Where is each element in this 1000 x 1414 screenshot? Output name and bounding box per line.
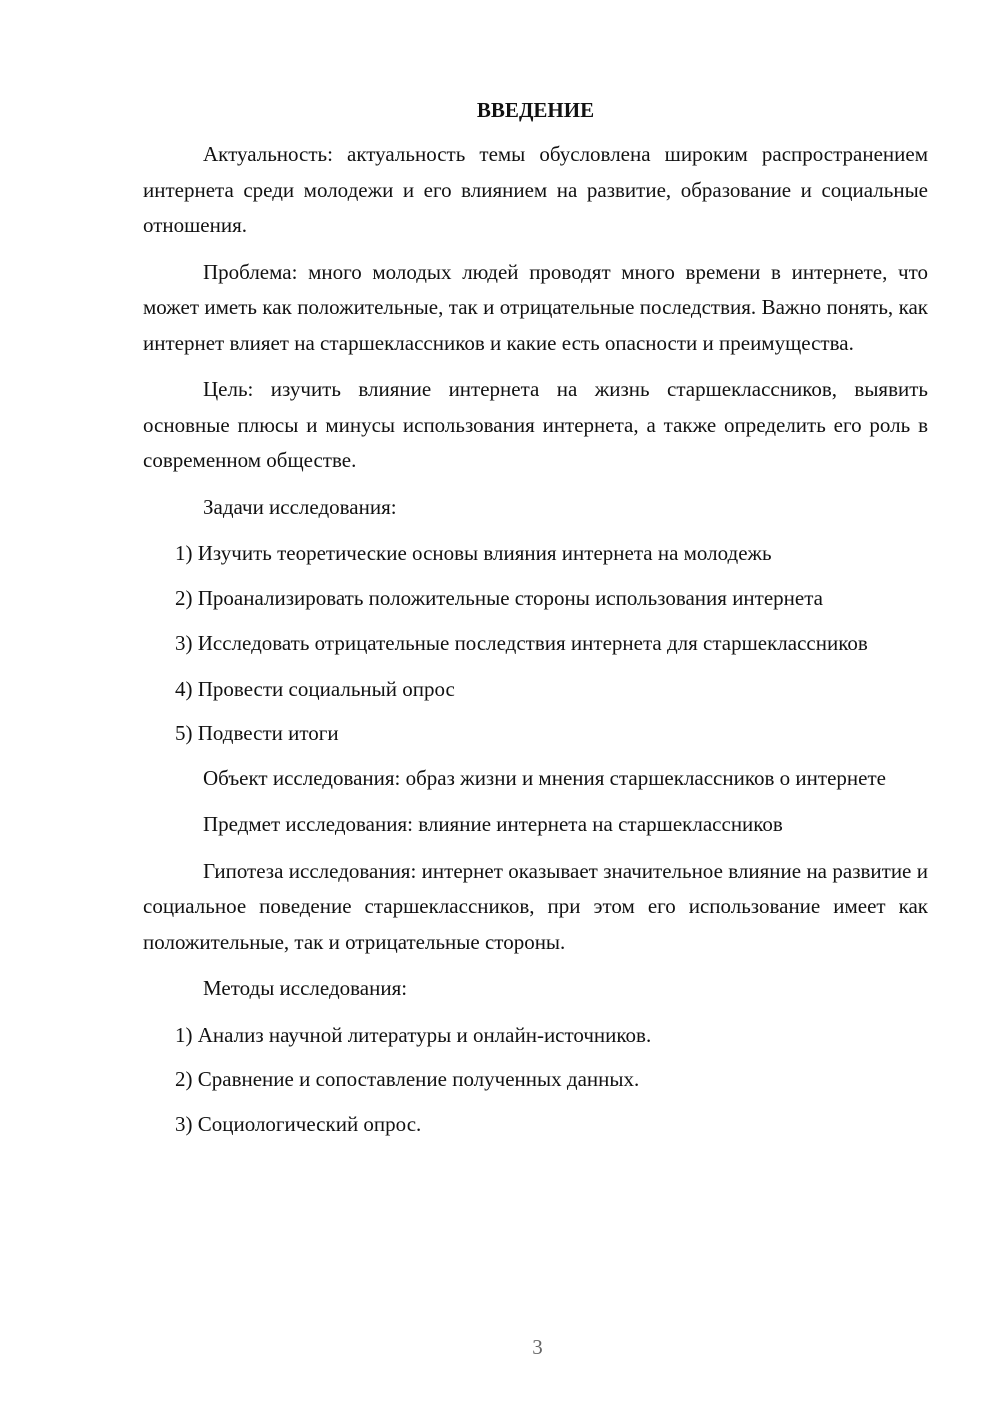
task-item: 3) Исследовать отрицательные последствия интернета для старшеклассников xyxy=(175,631,868,655)
object-paragraph: Объект исследования: образ жизни и мнения старшеклассников о интернете xyxy=(203,765,886,790)
methods-heading: Методы исследования: xyxy=(203,976,408,1000)
tasks-heading: Задачи исследования: xyxy=(203,494,397,519)
subject-paragraph: Предмет исследования: влияние интернета на старшеклассников xyxy=(203,812,783,836)
method-item: 3) Социологический опрос. xyxy=(175,1111,422,1136)
method-item: 1) Анализ научной литературы и онлайн-источников. xyxy=(175,1022,652,1047)
hypothesis-paragraph: Гипотеза исследования: интернет оказывает значительное влияние на развитие и социальное поведение старшеклассников, при этом его использование имеет как положительные, так и отрицательные стороны. xyxy=(143,858,928,954)
task-item: 4) Провести социальный опрос xyxy=(175,676,455,701)
task-item: 5) Подвести итоги xyxy=(175,721,339,745)
goal-paragraph: Цель: изучить влияние интернета на жизнь старшеклассников, выявить основные плюсы и минусы использования интернета, а также определить его роль в современном обществе. xyxy=(143,377,928,472)
page-content xyxy=(143,95,928,1151)
problem-paragraph: Проблема: много молодых людей проводят много времени в интернете, что может иметь как положительные, так и отрицательные последствия. Важно понять, как интернет влияет на старшеклассников и какие есть опасности и преимущества. xyxy=(143,259,928,355)
task-item: 2) Проанализировать положительные стороны использования интернета xyxy=(175,585,823,610)
method-item: 2) Сравнение и сопоставление полученных данных. xyxy=(175,1067,640,1091)
section-title: ВВЕДЕНИЕ xyxy=(476,98,595,122)
page-number: 3 xyxy=(532,1335,543,1359)
relevance-paragraph: Актуальность: актуальность темы обусловлена широким распространением интернета среди молодежи и его влиянием на развитие, образование и социальные отношения. xyxy=(143,142,928,237)
task-item: 1) Изучить теоретические основы влияния интернета на молодежь xyxy=(175,541,772,565)
